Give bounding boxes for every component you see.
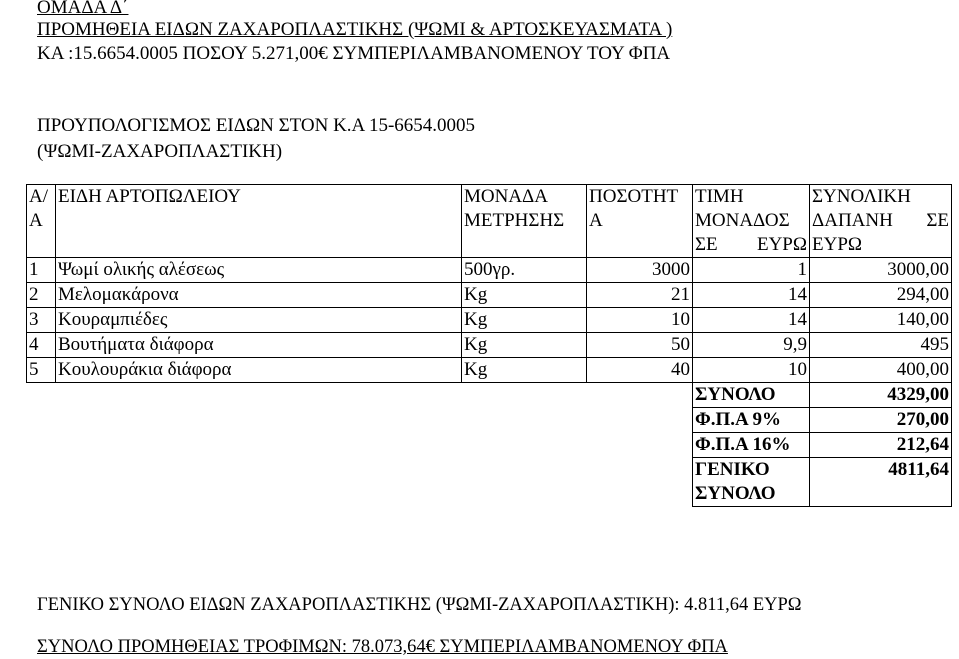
grand-total-label: ΓΕΝΙΚΟ ΣΥΝΟΛΟ	[693, 458, 810, 507]
table-row	[27, 308, 952, 333]
cell-unit: Kg	[462, 283, 587, 308]
col-header-total	[810, 185, 952, 258]
supply-title: ΠΡΟΜΗΘΕΙΑ ΕΙΔΩΝ ΖΑΧΑΡΟΠΛΑΣΤΙΚΗΣ (ΨΩΜΙ & ΑΡΤΟΣΚΕΥΑΣΜΑΤΑ )	[37, 19, 673, 40]
cell-qty: 40	[587, 358, 693, 383]
summary-spacer	[27, 383, 693, 408]
table-row	[27, 333, 952, 358]
cell-qty: 50	[587, 333, 693, 358]
code-amount-line: ΚΑ :15.6654.0005 ΠΟΣΟΥ 5.271,00€ ΣΥΜΠΕΡΙΛΑΜΒΑΝΟΜΕΝΟΥ ΤΟΥ ΦΠΑ	[37, 43, 671, 64]
cell-total: 3000,00	[810, 258, 952, 283]
budget-subtitle: (ΨΩΜΙ-ΖΑΧΑΡΟΠΛΑΣΤΙΚΗ)	[37, 141, 283, 162]
group-title: ΟΜΑΔΑ Δ΄	[37, 0, 129, 18]
cell-item: Κουλουράκια διάφορα	[56, 358, 462, 383]
cell-price: 14	[693, 283, 810, 308]
cell-qty: 3000	[587, 258, 693, 283]
summary-row-grand	[27, 458, 952, 507]
cell-qty: 10	[587, 308, 693, 333]
table-header-row	[27, 185, 952, 258]
cell-qty: 21	[587, 283, 693, 308]
cell-aa: 3	[27, 308, 56, 333]
col-header-item: ΕΙΔΗ ΑΡΤΟΠΩΛΕΙΟΥ	[56, 185, 462, 258]
grand-total-value: 4811,64	[810, 458, 952, 507]
cell-unit: Kg	[462, 358, 587, 383]
summary-spacer	[27, 458, 693, 507]
cell-item: Ψωμί ολικής αλέσεως	[56, 258, 462, 283]
cell-total: 400,00	[810, 358, 952, 383]
cell-aa: 5	[27, 358, 56, 383]
table-row	[27, 258, 952, 283]
budget-table	[26, 184, 952, 507]
cell-total: 495	[810, 333, 952, 358]
grand-total-line: ΓΕΝΙΚΟ ΣΥΝΟΛΟ ΕΙΔΩΝ ΖΑΧΑΡΟΠΛΑΣΤΙΚΗΣ (ΨΩΜΙ-ΖΑΧΑΡΟΠΛΑΣΤΙΚΗ): 4.811,64 ΕΥΡΩ	[37, 595, 802, 615]
cell-price: 10	[693, 358, 810, 383]
col-header-aa: Α/Α	[27, 185, 56, 258]
cell-item: Μελομακάρονα	[56, 283, 462, 308]
table-row	[27, 358, 952, 383]
cell-total: 140,00	[810, 308, 952, 333]
budget-title: ΠΡΟΥΠΟΛΟΓΙΣΜΟΣ ΕΙΔΩΝ ΣΤΟΝ Κ.Α 15-6654.0005	[37, 115, 476, 136]
col-header-qty: ΠΟΣΟΤΗΤΑ	[587, 185, 693, 258]
subtotal-value: 4329,00	[810, 383, 952, 408]
supply-total-line: ΣΥΝΟΛΟ ΠΡΟΜΗΘΕΙΑΣ ΤΡΟΦΙΜΩΝ: 78.073,64€ ΣΥΜΠΕΡΙΛΑΜΒΑΝΟΜΕΝΟΥ ΦΠΑ	[37, 637, 728, 657]
col-header-unit: ΜΟΝΑΔΑ ΜΕΤΡΗΣΗΣ	[462, 185, 587, 258]
summary-spacer	[27, 433, 693, 458]
cell-price: 14	[693, 308, 810, 333]
cell-aa: 1	[27, 258, 56, 283]
summary-row-subtotal	[27, 383, 952, 408]
col-header-price-text: ΤΙΜΗ ΜΟΝΑΔΟΣ ΣΕ ΕΥΡΩ	[695, 186, 807, 255]
summary-row-vat9	[27, 408, 952, 433]
cell-aa: 2	[27, 283, 56, 308]
vat9-label: Φ.Π.Α 9%	[693, 408, 810, 433]
summary-row-vat16	[27, 433, 952, 458]
cell-aa: 4	[27, 333, 56, 358]
cell-total: 294,00	[810, 283, 952, 308]
cell-unit: Kg	[462, 333, 587, 358]
table-row	[27, 283, 952, 308]
col-header-price	[693, 185, 810, 258]
cell-unit: 500γρ.	[462, 258, 587, 283]
summary-spacer	[27, 408, 693, 433]
cell-price: 9,9	[693, 333, 810, 358]
vat9-value: 270,00	[810, 408, 952, 433]
cell-unit: Kg	[462, 308, 587, 333]
cell-item: Βουτήματα διάφορα	[56, 333, 462, 358]
cell-item: Κουραμπιέδες	[56, 308, 462, 333]
cell-price: 1	[693, 258, 810, 283]
vat16-value: 212,64	[810, 433, 952, 458]
vat16-label: Φ.Π.Α 16%	[693, 433, 810, 458]
col-header-total-text: ΣΥΝΟΛΙΚΗ ΔΑΠΑΝΗ ΣΕ ΕΥΡΩ	[812, 186, 949, 255]
subtotal-label: ΣΥΝΟΛΟ	[693, 383, 810, 408]
